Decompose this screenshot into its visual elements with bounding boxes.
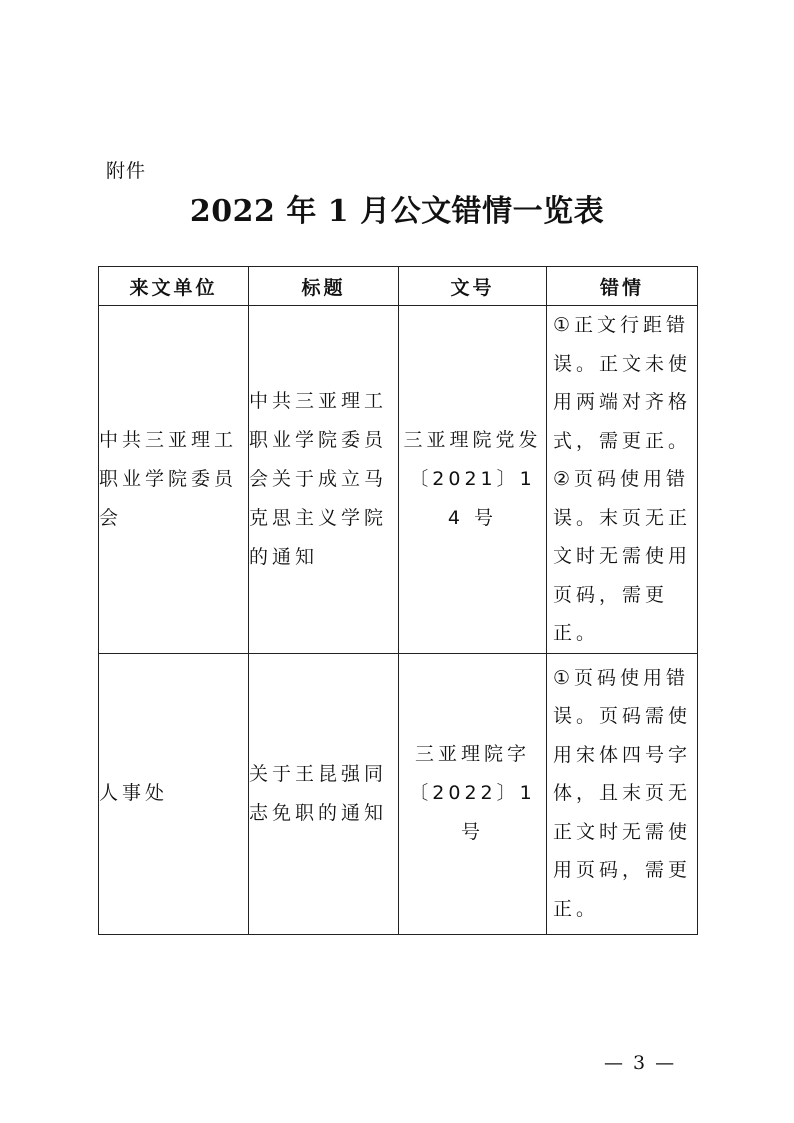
cell-issuing-unit: 中共三亚理工职业学院委员会 [99, 306, 249, 654]
cell-document-number: 三亚理院党发〔2021〕14 号 [399, 306, 547, 654]
page-number: — 3 — [604, 1052, 677, 1074]
cell-document-number: 三亚理院字〔2022〕1 号 [399, 653, 547, 934]
cell-title: 关于王昆强同志免职的通知 [249, 653, 399, 934]
header-document-number: 文号 [399, 267, 547, 306]
table-row [99, 653, 698, 934]
cell-title: 中共三亚理工职业学院委员会关于成立马克思主义学院的通知 [249, 306, 399, 654]
cell-errors: ①正文行距错误。正文未使用两端对齐格式，需更正。②页码使用错误。末页无正文时无需使用页码，需更正。 [547, 306, 698, 654]
header-errors: 错情 [547, 267, 698, 306]
error-summary-table [98, 266, 698, 935]
document-title: 2022 年 1 月公文错情一览表 [189, 194, 605, 229]
table-header-row [99, 267, 698, 306]
table-row [99, 306, 698, 654]
attachment-label: 附件 [106, 160, 147, 182]
header-issuing-unit: 来文单位 [99, 267, 249, 306]
cell-errors: ①页码使用错误。页码需使用宋体四号字体，且末页无正文时无需使用页码，需更正。 [547, 653, 698, 934]
header-title: 标题 [249, 267, 399, 306]
cell-issuing-unit: 人事处 [99, 653, 249, 934]
